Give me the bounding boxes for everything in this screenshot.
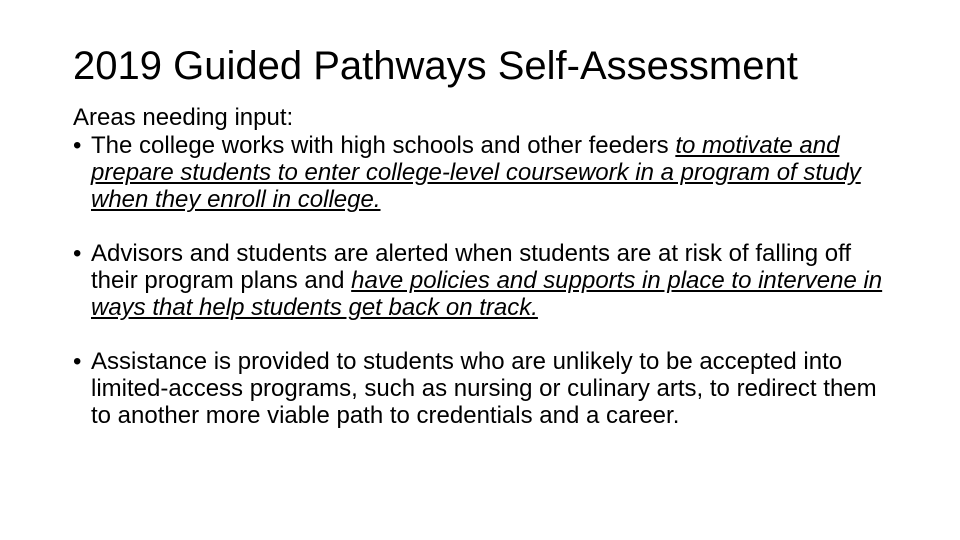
slide-title: 2019 Guided Pathways Self-Assessment — [73, 44, 798, 88]
bullet-item-assistance — [73, 348, 903, 429]
intro-text: Areas needing input: — [73, 104, 294, 131]
bullet-emphasis: to motivate and prepare students to enter college-level coursework in a program of study when they enroll in college. — [91, 132, 861, 213]
bullet-text: The college works with high schools and other feeders — [91, 132, 676, 159]
bullet-item-advisors — [73, 240, 903, 321]
bullet-marker: • — [73, 240, 82, 267]
bullet-marker: • — [73, 132, 82, 159]
slide-body — [73, 104, 903, 429]
bullet-text: Assistance is provided to students who are unlikely to be accepted into limited-access programs, such as nursing or culinary arts, to redirect them to another more viable path to credentials and a career. — [91, 348, 877, 429]
bullet-emphasis: have policies and supports in place to intervene in ways that help students get back on track. — [91, 267, 883, 321]
bullet-marker: • — [73, 348, 82, 375]
bullet-list — [73, 132, 903, 429]
bullet-text: Advisors and students are alerted when students are at risk of falling off their program plans and — [91, 240, 851, 294]
bullet-item-feeders — [73, 132, 903, 213]
